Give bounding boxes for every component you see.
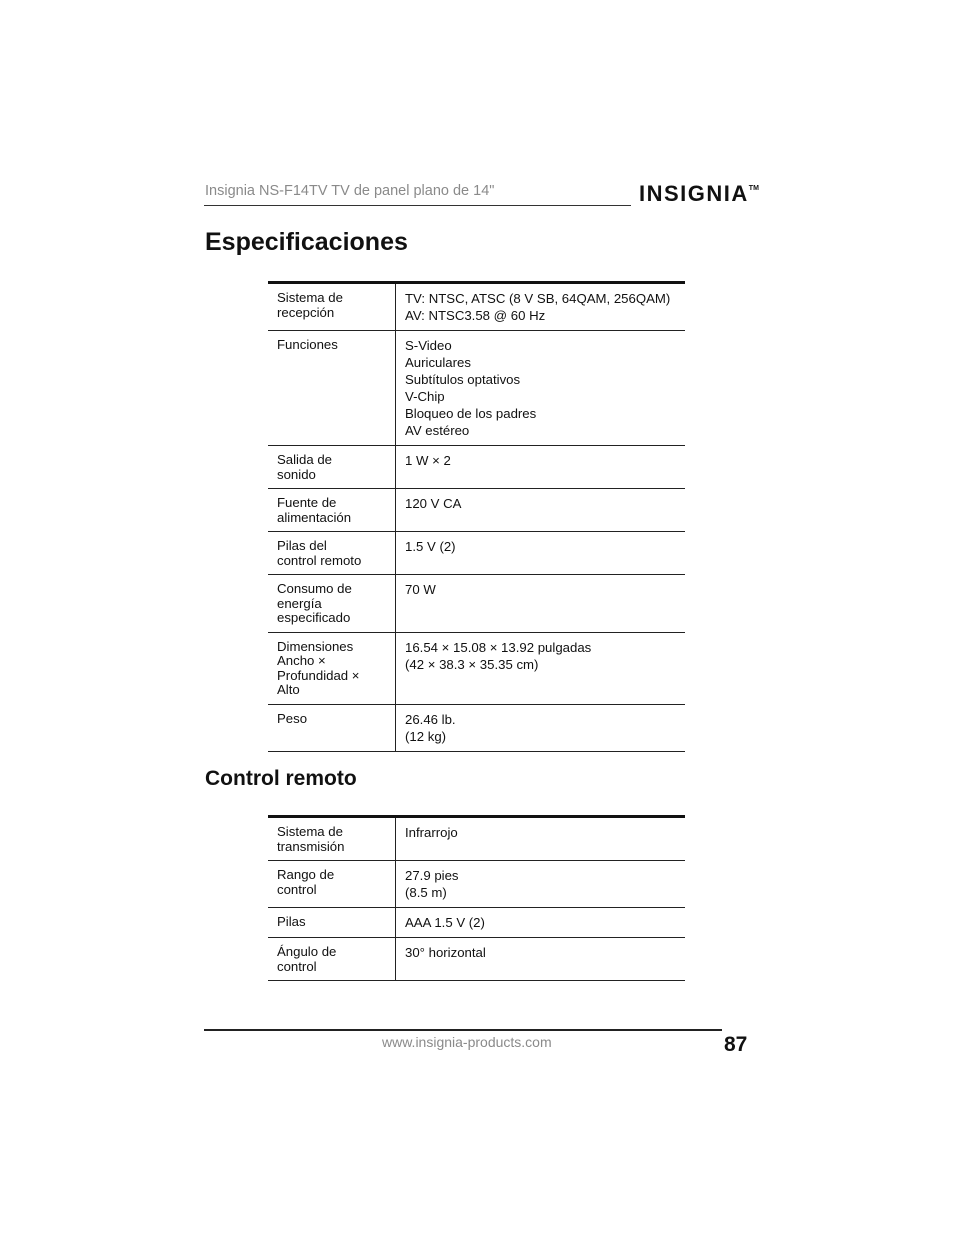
spec-value-cell (396, 908, 686, 938)
spec-value-line: TV: NTSC, ATSC (8 V SB, 64QAM, 256QAM) (405, 291, 671, 306)
spec-label-line: Sistema de (277, 290, 343, 305)
table-row (268, 489, 685, 532)
table-row (268, 861, 685, 908)
spec-label-cell (268, 331, 396, 446)
insignia-logo (639, 181, 759, 207)
spec-label-line: Salida de (277, 452, 332, 467)
spec-value-cell (396, 632, 686, 704)
spec-value-line: 26.46 lb. (405, 711, 456, 727)
spec-value-line: (42 × 38.3 × 35.35 cm) (405, 656, 539, 672)
spec-label-cell (268, 575, 396, 633)
spec-label-line: Ángulo de (277, 944, 337, 959)
spec-value-line: (12 kg) (405, 728, 447, 744)
spec-value-line: 30° horizontal (405, 945, 486, 960)
spec-value-line: AAA 1.5 V (2) (405, 915, 485, 930)
spec-label-line: especificado (277, 610, 351, 625)
section-title-control-remoto: Control remoto (205, 767, 357, 790)
spec-label-line: Rango de (277, 867, 335, 882)
table-row (268, 446, 685, 489)
spec-label-line: Pilas del (277, 538, 327, 553)
spec-label-cell (268, 532, 396, 575)
table-row (268, 575, 685, 633)
spec-label-line: Fuente de (277, 495, 337, 510)
spec-label-line: control (277, 958, 317, 974)
spec-label-cell (268, 861, 396, 908)
header-rule (204, 205, 631, 206)
spec-label-cell (268, 908, 396, 938)
spec-label-line: Profundidad × (277, 667, 360, 683)
spec-value-line: V-Chip (405, 389, 445, 404)
running-header-title: Insignia NS-F14TV TV de panel plano de 14" (205, 183, 495, 199)
table-row (268, 632, 685, 704)
spec-value-line: 16.54 × 15.08 × 13.92 pulgadas (405, 639, 592, 655)
spec-value-line: Subtítulos optativos (405, 372, 521, 387)
spec-value-line: Bloqueo de los padres (405, 406, 537, 421)
spec-value-cell (396, 861, 686, 908)
spec-value-cell (396, 446, 686, 489)
logo-text: INSIGNIA (639, 181, 749, 206)
spec-label-line: recepción (277, 304, 335, 320)
table-row (268, 938, 685, 981)
spec-label-cell (268, 446, 396, 489)
spec-value-cell (396, 575, 686, 633)
spec-label-line: alimentación (277, 509, 352, 525)
spec-label-line: sonido (277, 466, 316, 482)
footer-url: www.insignia-products.com (382, 1034, 552, 1050)
spec-value-line: (8.5 m) (405, 885, 447, 900)
spec-value-line: Auriculares (405, 355, 471, 370)
spec-label-line: Peso (277, 710, 308, 726)
spec-value-cell (396, 532, 686, 575)
spec-value-line: AV: NTSC3.58 @ 60 Hz (405, 308, 546, 323)
spec-value-line: AV estéreo (405, 423, 470, 438)
spec-label-line: Dimensiones (277, 638, 354, 654)
spec-label-line: Funciones (277, 337, 338, 352)
spec-value-cell (396, 704, 686, 751)
remote-control-table (268, 815, 685, 981)
spec-value-cell (396, 331, 686, 446)
spec-label-line: Pilas (277, 914, 306, 929)
table-row (268, 532, 685, 575)
spec-label-cell (268, 489, 396, 532)
logo-trademark: TM (748, 185, 759, 192)
spec-value-line: Infrarrojo (405, 825, 458, 840)
spec-label-cell (268, 817, 396, 861)
spec-value-line: 70 W (405, 582, 436, 597)
spec-label-line: energía (277, 595, 322, 611)
spec-label-line: control remoto (277, 552, 362, 568)
spec-value-line: 1 W × 2 (405, 453, 451, 468)
spec-label-cell (268, 704, 396, 751)
specifications-table (268, 281, 685, 752)
footer-rule (204, 1029, 722, 1031)
spec-label-line: Ancho × (277, 653, 326, 668)
table-row (268, 817, 685, 861)
spec-label-line: transmisión (277, 838, 345, 854)
spec-label-line: Alto (277, 682, 300, 697)
page-number: 87 (724, 1033, 748, 1056)
table-row (268, 704, 685, 751)
spec-value-line: S-Video (405, 338, 452, 353)
spec-value-line: 1.5 V (2) (405, 539, 456, 554)
spec-value-cell (396, 817, 686, 861)
spec-value-cell (396, 283, 686, 331)
spec-label-cell (268, 283, 396, 331)
spec-label-line: Sistema de (277, 824, 343, 839)
spec-label-line: control (277, 881, 317, 897)
spec-label-line: Consumo de (277, 581, 352, 596)
spec-value-cell (396, 938, 686, 981)
spec-value-line: 27.9 pies (405, 868, 459, 883)
table-row (268, 283, 685, 331)
spec-label-cell (268, 938, 396, 981)
table-row (268, 908, 685, 938)
spec-label-cell (268, 632, 396, 704)
section-title-especificaciones: Especificaciones (205, 228, 408, 256)
spec-value-line: 120 V CA (405, 496, 462, 511)
table-row (268, 331, 685, 446)
spec-value-cell (396, 489, 686, 532)
